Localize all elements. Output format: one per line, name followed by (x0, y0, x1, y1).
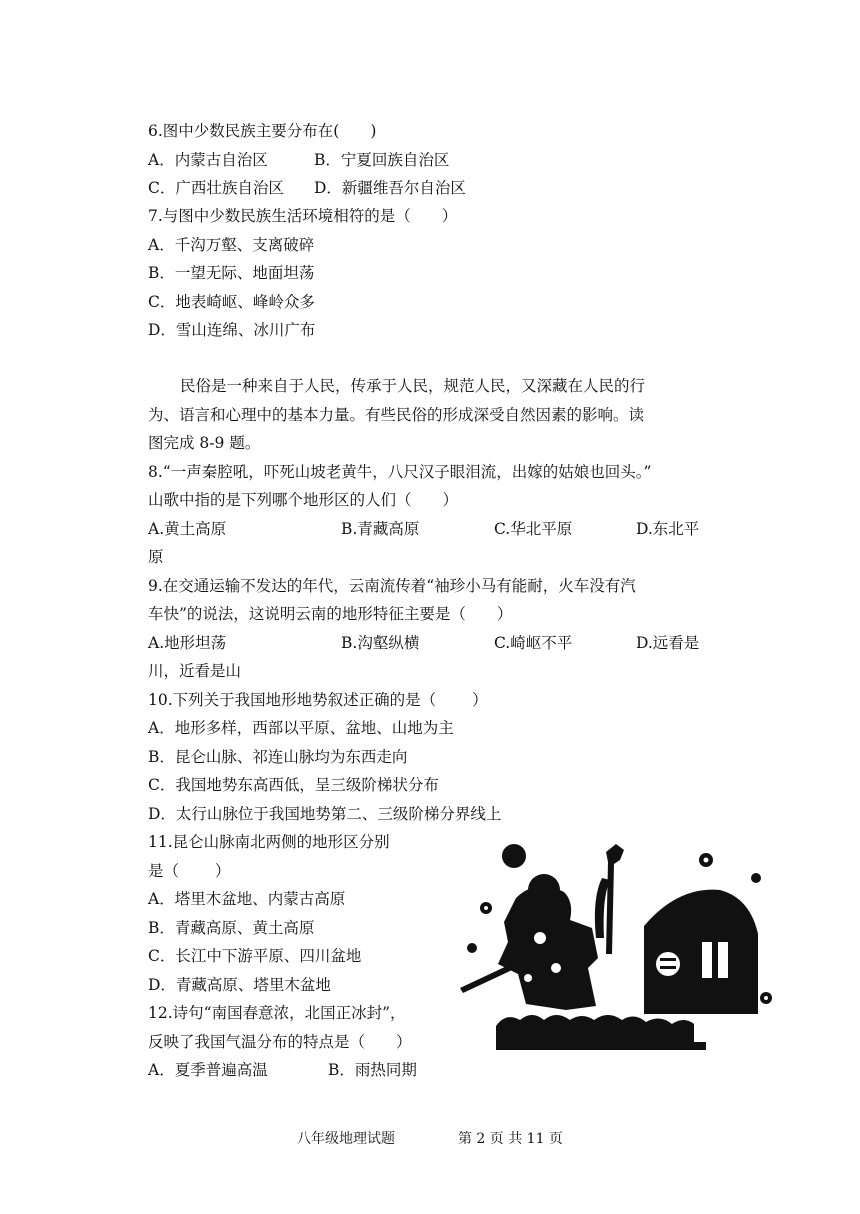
q12-option-a: A．夏季普遍高温 (148, 1061, 268, 1079)
q7-stem: 7.与图中少数民族生活环境相符的是（ ） (148, 207, 458, 225)
q10-option-b: B．昆仑山脉、祁连山脉均为东西走向 (148, 748, 408, 766)
q9-option-d: D.远看是 (636, 634, 700, 652)
q9-stem-line-2: 车快”的说法，这说明云南的地形特征主要是（ ） (148, 605, 513, 623)
q8-stem-line-2: 山歌中指的是下列哪个地形区的人们（ ） (148, 491, 459, 509)
q6-option-d: D．新疆维吾尔自治区 (314, 179, 466, 197)
q12-stem-line-2: 反映了我国气温分布的特点是（ ） (148, 1033, 412, 1051)
q6-option-a: A．内蒙古自治区 (148, 151, 268, 169)
q10-option-c: C．我国地势东高西低，呈三级阶梯状分布 (148, 776, 439, 794)
q8-option-d-wrap: 原 (148, 548, 164, 566)
moon-icon (502, 844, 526, 868)
footer-subject: 八年级地理试题 (297, 1131, 396, 1147)
q8-option-a: A.黄土高原 (148, 520, 227, 538)
q7-option-a: A．千沟万壑、支离破碎 (148, 236, 315, 254)
q7-option-c: C．地表崎岖、峰岭众多 (148, 293, 315, 311)
q7-option-b: B．一望无际、地面坦荡 (148, 264, 315, 282)
intro-line-1: 民俗是一种来自于人民，传承于人民，规范人民，又深藏在人民的行 (180, 377, 646, 395)
footer-page-number: 第 2 页 共 11 页 (457, 1131, 563, 1147)
yurt-icon (644, 890, 758, 1014)
q12-option-b: B．雨热同期 (328, 1061, 417, 1079)
q9-option-a: A.地形坦荡 (148, 634, 227, 652)
q8-stem-line-1: 8.“一声秦腔吼，吓死山坡老黄牛，八尺汉子眼泪流，出嫁的姑娘也回头。” (148, 463, 652, 481)
q12-stem-line-1: 12.诗句“南国春意浓，北国正冰封”， (148, 1004, 406, 1022)
q9-option-b: B.沟壑纵横 (341, 634, 420, 652)
intro-line-2: 为、语言和心理中的基本力量。有些民俗的形成深受自然因素的影响。读 (148, 406, 645, 424)
q10-option-d: D．太行山脉位于我国地势第二、三级阶梯分界线上 (148, 805, 502, 823)
q11-stem-line-2: 是（ ） (148, 862, 231, 880)
q6-option-c: C．广西壮族自治区 (148, 179, 284, 197)
horse-head-fiddle-icon (606, 844, 624, 954)
q8-option-d: D.东北平 (636, 520, 700, 538)
q11-option-a: A．塔里木盆地、内蒙古高原 (148, 890, 346, 908)
q11-option-b: B．青藏高原、黄土高原 (148, 919, 315, 937)
papercut-illustration (456, 838, 776, 1060)
q8-option-c: C.华北平原 (494, 520, 573, 538)
q9-stem-line-1: 9.在交通运输不发达的年代，云南流传着“袖珍小马有能耐，火车没有汽 (148, 577, 636, 595)
q6-stem: 6.图中少数民族主要分布在( ) (148, 122, 377, 140)
q9-option-c: C.崎岖不平 (494, 634, 573, 652)
q6-option-b: B．宁夏回族自治区 (314, 151, 450, 169)
q9-option-d-wrap: 川，近看是山 (148, 662, 242, 680)
intro-line-3: 图完成 8-9 题。 (148, 434, 261, 452)
q11-stem-line-1: 11.昆仑山脉南北两侧的地形区分别 (148, 833, 390, 851)
sheep-flock (496, 1015, 694, 1042)
q7-option-d: D．雪山连绵、冰川广布 (148, 321, 316, 339)
q11-option-d: D．青藏高原、塔里木盆地 (148, 976, 331, 994)
q10-option-a: A．地形多样，西部以平原、盆地、山地为主 (148, 719, 454, 737)
q11-option-c: C．长江中下游平原、四川盆地 (148, 947, 362, 965)
q10-stem: 10.下列关于我国地形地势叙述正确的是（ ） (148, 691, 488, 709)
q8-option-b: B.青藏高原 (341, 520, 420, 538)
page-footer (0, 1128, 860, 1148)
